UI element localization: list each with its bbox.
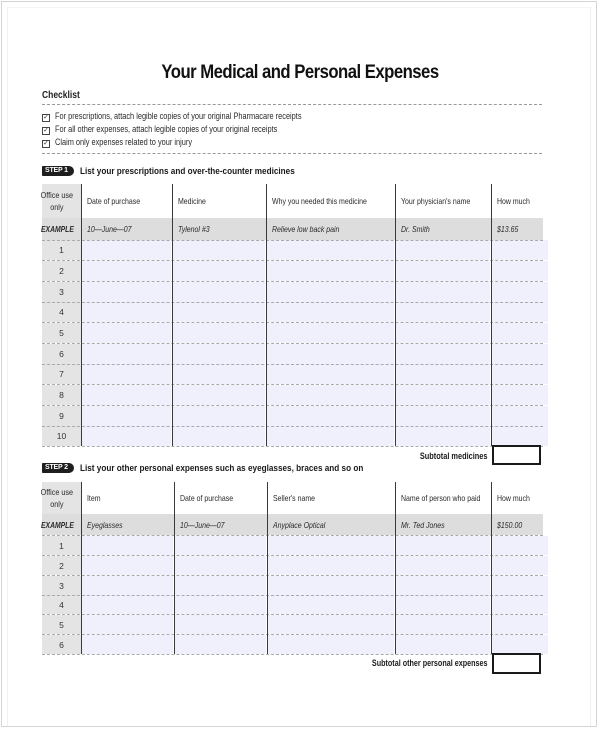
physician-field[interactable] (396, 426, 490, 446)
medicines-table (42, 184, 548, 446)
row-number: 3 (42, 282, 81, 302)
reason-field[interactable] (267, 282, 394, 302)
checklist-top-rule (42, 104, 542, 105)
amount-field[interactable] (492, 323, 548, 343)
date-field[interactable] (175, 576, 266, 595)
example-amount: $13.65 (497, 224, 519, 234)
reason-field[interactable] (267, 323, 394, 343)
example-physician: Dr. Smith (401, 224, 430, 234)
subtotal-medicines-field[interactable] (492, 445, 541, 465)
medicine-field[interactable] (173, 385, 265, 405)
example-payer: Mr. Ted Jones (401, 519, 445, 530)
column-divider (491, 482, 492, 654)
amount-field[interactable] (492, 282, 548, 302)
row-number: 2 (42, 261, 81, 281)
page-title: Your Medical and Personal Expenses (161, 62, 439, 83)
amount-field[interactable] (492, 576, 548, 595)
medicine-field[interactable] (173, 240, 265, 260)
row-number: 1 (42, 240, 81, 260)
example-seller: Anyplace Optical (273, 519, 326, 530)
row-number: 1 (42, 536, 81, 555)
checklist-heading (42, 90, 86, 101)
column-divider (172, 184, 173, 446)
header-date-of-purchase: Date of purchase (87, 196, 141, 206)
date-field[interactable] (82, 406, 171, 426)
example-item: Eyeglasses (87, 519, 123, 530)
date-field[interactable] (82, 364, 171, 384)
item-field[interactable] (82, 556, 173, 575)
checklist-item-text: For prescriptions, attach legible copies of your original Pharmacare receipts (55, 111, 302, 121)
amount-field[interactable] (492, 364, 548, 384)
amount-field[interactable] (492, 240, 548, 260)
row-number: 7 (42, 364, 81, 384)
expense-entry-row (42, 536, 548, 555)
medicine-entry-row (42, 426, 548, 446)
medicine-field[interactable] (173, 364, 265, 384)
medicine-field[interactable] (173, 426, 265, 446)
physician-field[interactable] (396, 406, 490, 426)
amount-field[interactable] (492, 595, 548, 614)
row-separator (42, 260, 543, 261)
row-number: 4 (42, 595, 81, 614)
medicine-entry-row (42, 323, 548, 343)
physician-field[interactable] (396, 344, 490, 364)
date-field[interactable] (175, 635, 266, 654)
medicine-field[interactable] (173, 261, 265, 281)
column-divider (81, 184, 82, 446)
reason-field[interactable] (267, 344, 394, 364)
medicines-header-row (42, 184, 543, 218)
example-label: EXAMPLE (40, 519, 74, 530)
checklist-bottom-rule (42, 153, 542, 154)
row-separator (42, 302, 543, 303)
reason-field[interactable] (267, 385, 394, 405)
row-number: 8 (42, 385, 81, 405)
personal-expenses-table (42, 482, 548, 655)
example-medicine: Tylenol #3 (178, 224, 210, 234)
reason-field[interactable] (267, 364, 394, 384)
seller-field[interactable] (268, 595, 394, 614)
row-number: 5 (42, 323, 81, 343)
reason-field[interactable] (267, 302, 394, 322)
medicine-entry-row (42, 282, 548, 302)
reason-field[interactable] (267, 240, 394, 260)
payer-field[interactable] (396, 576, 490, 595)
checked-box-icon: ✓ (43, 127, 49, 134)
physician-field[interactable] (396, 323, 490, 343)
date-field[interactable] (175, 556, 266, 575)
date-field[interactable] (175, 536, 266, 555)
physician-field[interactable] (396, 364, 490, 384)
header-office-use: Office use only (42, 482, 81, 514)
reason-field[interactable] (267, 261, 394, 281)
header-how-much: How much (497, 493, 530, 503)
item-field[interactable] (82, 595, 173, 614)
row-separator (42, 614, 543, 615)
header-seller-name: Seller's name (273, 493, 316, 503)
header-how-much: How much (497, 196, 530, 206)
subtotal-medicines-label: Subtotal medicines (420, 451, 488, 461)
step2-badge: STEP 2 (42, 463, 74, 473)
step1-instruction: List your prescriptions and over-the-counter medicines (79, 165, 295, 177)
expenses-header-row (42, 482, 543, 514)
expense-entry-row (42, 576, 548, 595)
seller-field[interactable] (268, 615, 394, 634)
medicine-field[interactable] (173, 323, 265, 343)
expense-entry-row (42, 595, 548, 614)
amount-field[interactable] (492, 615, 548, 634)
example-amount: $150.00 (497, 519, 523, 530)
amount-field[interactable] (492, 426, 548, 446)
row-separator (42, 322, 543, 323)
medicine-entry-row (42, 344, 548, 364)
checked-box-icon: ✓ (43, 140, 49, 147)
checklist-item-text: Claim only expenses related to your injury (55, 137, 193, 147)
subtotal-other-expenses-field[interactable] (492, 653, 541, 674)
header-date-of-purchase: Date of purchase (180, 493, 234, 503)
row-number: 5 (42, 615, 81, 634)
row-separator (42, 575, 543, 576)
checklist-item (42, 136, 356, 149)
payer-field[interactable] (396, 635, 490, 654)
header-item: Item (87, 493, 101, 503)
expense-entry-row (42, 615, 548, 634)
step2-instruction: List your other personal expenses such as eyeglasses, braces and so on (79, 462, 364, 474)
medicine-entry-row (42, 385, 548, 405)
row-separator (42, 426, 543, 427)
medicine-field[interactable] (173, 406, 265, 426)
payer-field[interactable] (396, 536, 490, 555)
payer-field[interactable] (396, 615, 490, 634)
row-number: 2 (42, 556, 81, 575)
row-separator (42, 405, 543, 406)
payer-field[interactable] (396, 595, 490, 614)
row-number: 9 (42, 406, 81, 426)
checked-box-icon: ✓ (43, 114, 49, 121)
amount-field[interactable] (492, 556, 548, 575)
amount-field[interactable] (492, 385, 548, 405)
header-why-needed: Why you needed this medicine (272, 196, 367, 206)
checklist (42, 110, 356, 149)
row-separator (42, 281, 543, 282)
expenses-example-row (42, 514, 543, 535)
row-separator (42, 555, 543, 556)
row-number: 4 (42, 302, 81, 322)
medicine-field[interactable] (173, 302, 265, 322)
physician-field[interactable] (396, 385, 490, 405)
date-field[interactable] (82, 385, 171, 405)
seller-field[interactable] (268, 576, 394, 595)
column-divider (81, 482, 82, 654)
item-field[interactable] (82, 576, 173, 595)
reason-field[interactable] (267, 406, 394, 426)
column-divider (267, 482, 268, 654)
date-field[interactable] (82, 344, 171, 364)
physician-field[interactable] (396, 240, 490, 260)
row-separator (42, 446, 543, 447)
row-number: 6 (42, 344, 81, 364)
medicine-entry-row (42, 364, 548, 384)
column-divider (491, 184, 492, 446)
seller-field[interactable] (268, 556, 394, 575)
column-divider (174, 482, 175, 654)
medicine-entry-row (42, 261, 548, 281)
medicine-field[interactable] (173, 282, 265, 302)
seller-field[interactable] (268, 635, 394, 654)
seller-field[interactable] (268, 536, 394, 555)
date-field[interactable] (82, 282, 171, 302)
item-field[interactable] (82, 635, 173, 654)
payer-field[interactable] (396, 556, 490, 575)
step1-heading (42, 165, 330, 177)
reason-field[interactable] (267, 426, 394, 446)
example-reason: Relieve low back pain (272, 224, 340, 234)
date-field[interactable] (82, 302, 171, 322)
checklist-item-text: For all other expenses, attach legible copies of your original receipts (55, 124, 278, 134)
physician-field[interactable] (396, 282, 490, 302)
physician-field[interactable] (396, 261, 490, 281)
row-separator (42, 240, 543, 241)
column-divider (266, 184, 267, 446)
medicine-field[interactable] (173, 344, 265, 364)
header-person-who-paid: Name of person who paid (401, 493, 481, 503)
date-field[interactable] (82, 261, 171, 281)
row-number: 10 (42, 426, 81, 446)
example-label: EXAMPLE (40, 224, 74, 234)
row-separator (42, 634, 543, 635)
row-separator (42, 595, 543, 596)
step1-badge: STEP 1 (42, 166, 74, 176)
checklist-heading-text: Checklist (42, 90, 80, 101)
row-separator (42, 343, 543, 344)
row-separator (42, 364, 543, 365)
header-physician-name: Your physician's name (401, 196, 471, 206)
date-field[interactable] (82, 426, 171, 446)
amount-field[interactable] (492, 344, 548, 364)
medicine-entry-row (42, 406, 548, 426)
row-separator (42, 654, 543, 655)
example-date: 10—June—07 (180, 519, 225, 530)
amount-field[interactable] (492, 635, 548, 654)
row-separator (42, 384, 543, 385)
date-field[interactable] (175, 595, 266, 614)
date-field[interactable] (175, 615, 266, 634)
header-medicine: Medicine (178, 196, 206, 206)
expense-entry-row (42, 635, 548, 654)
row-number: 6 (42, 635, 81, 654)
column-divider (395, 482, 396, 654)
medicines-example-row (42, 218, 543, 240)
physician-field[interactable] (396, 302, 490, 322)
column-divider (395, 184, 396, 446)
medicine-entry-row (42, 240, 548, 260)
item-field[interactable] (82, 536, 173, 555)
expense-entry-row (42, 556, 548, 575)
item-field[interactable] (82, 615, 173, 634)
date-field[interactable] (82, 323, 171, 343)
step2-heading (42, 462, 409, 474)
amount-field[interactable] (492, 302, 548, 322)
header-office-use: Office use only (42, 184, 81, 218)
medicine-entry-row (42, 302, 548, 322)
checklist-item (42, 110, 356, 123)
date-field[interactable] (82, 240, 171, 260)
subtotal-other-expenses-label: Subtotal other personal expenses (372, 658, 488, 668)
checklist-item (42, 123, 356, 136)
row-separator (42, 535, 543, 536)
amount-field[interactable] (492, 406, 548, 426)
amount-field[interactable] (492, 261, 548, 281)
amount-field[interactable] (492, 536, 548, 555)
example-date: 10—June—07 (87, 224, 132, 234)
row-number: 3 (42, 576, 81, 595)
